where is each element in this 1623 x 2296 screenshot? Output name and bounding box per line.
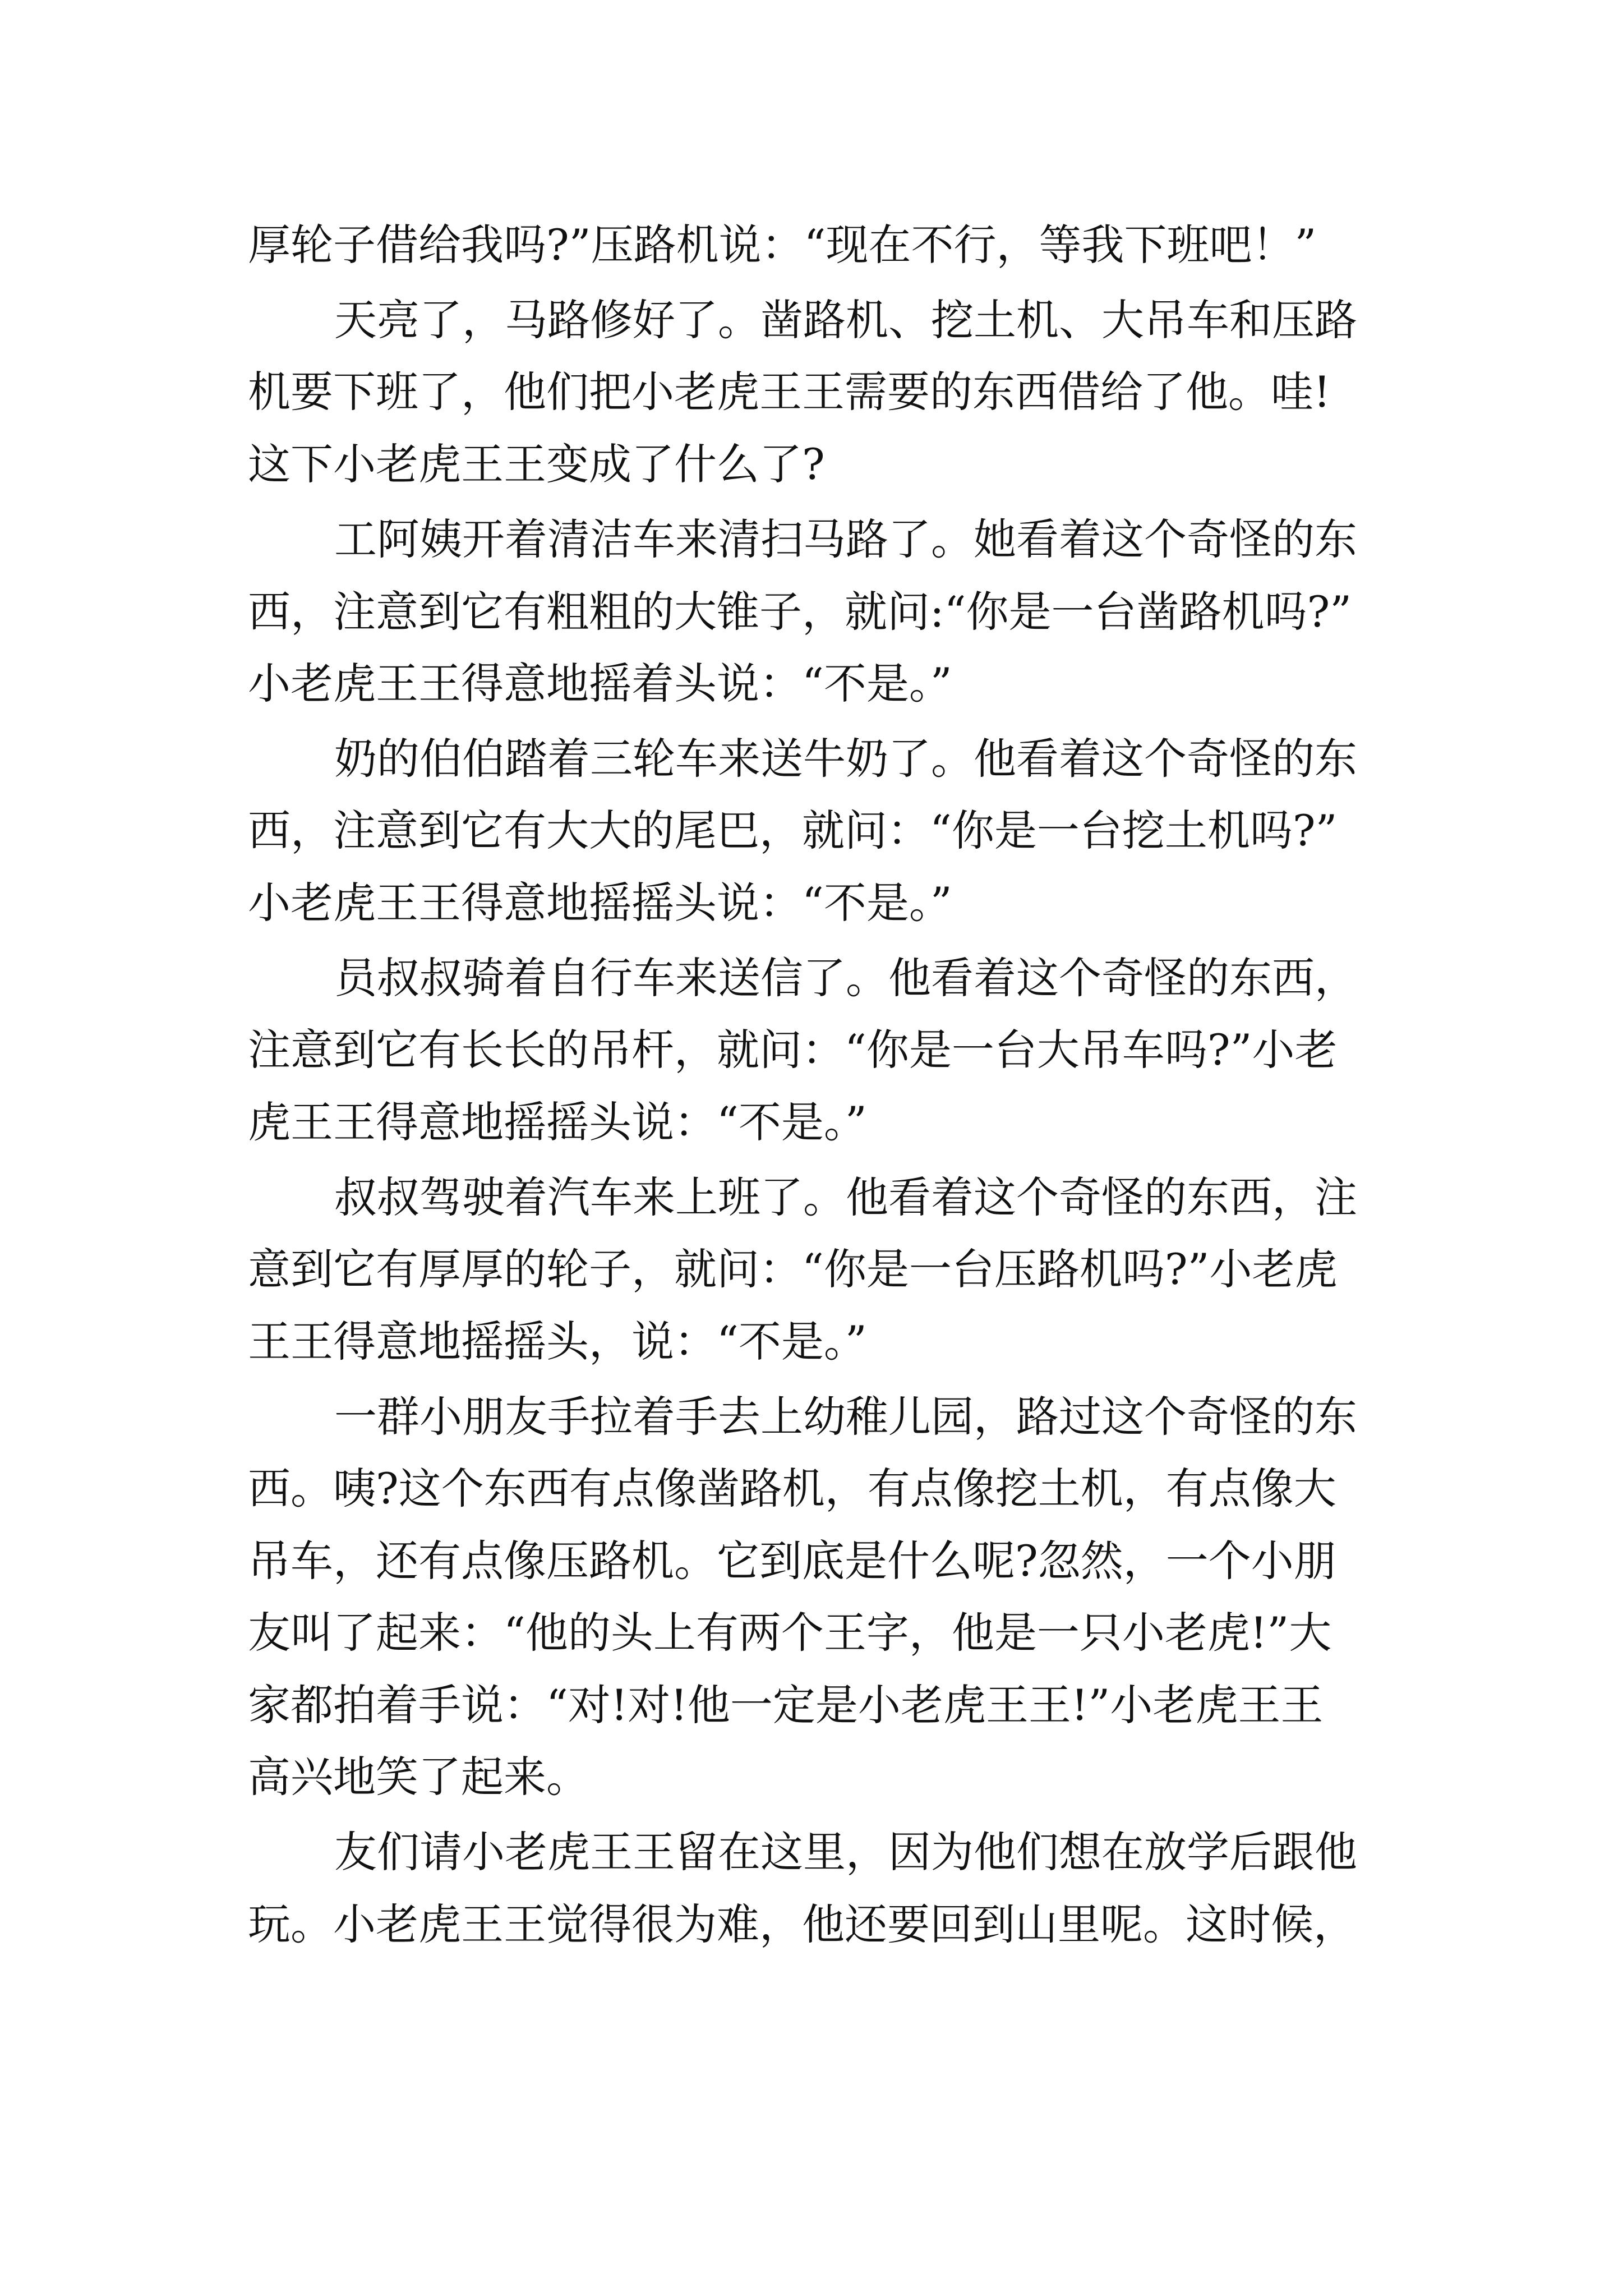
paragraph-start-line: 工阿姨开着清洁车来清扫马路了。她看着这个奇怪的东 bbox=[334, 514, 1357, 564]
text-line: 虎王王得意地摇摇头说：“不是。” bbox=[248, 1097, 867, 1147]
text-line: 王王得意地摇摇头，说：“不是。” bbox=[248, 1317, 867, 1366]
text-line: 西，注意到它有大大的尾巴，就问：“你是一台挖土机吗?” bbox=[248, 806, 1338, 855]
text-line: 友叫了起来：“他的头上有两个王字，他是一只小老虎!”大 bbox=[248, 1608, 1332, 1658]
text-line: 厚轮子借给我吗?”压路机说：“现在不行，等我下班吧！” bbox=[248, 220, 1317, 270]
text-line: 这下小老虎王王变成了什么了? bbox=[248, 439, 825, 489]
text-line: 小老虎王王得意地摇摇头说：“不是。” bbox=[248, 878, 952, 928]
paragraph-start-line: 奶的伯伯踏着三轮车来送牛奶了。他看着这个奇怪的东 bbox=[334, 734, 1357, 784]
text-line: 小老虎王王得意地摇着头说：“不是。” bbox=[248, 659, 952, 708]
text-line: 高兴地笑了起来。 bbox=[248, 1752, 589, 1802]
text-line: 注意到它有长长的吊杆，就问：“你是一台大吊车吗?”小老 bbox=[248, 1025, 1338, 1075]
paragraph-start-line: 叔叔驾驶着汽车来上班了。他看着这个奇怪的东西，注 bbox=[334, 1172, 1357, 1222]
paragraph-start-line: 一群小朋友手拉着手去上幼稚儿园，路过这个奇怪的东 bbox=[334, 1392, 1357, 1442]
paragraph-start-line: 友们请小老虎王王留在这里，因为他们想在放学后跟他 bbox=[334, 1827, 1357, 1877]
text-line: 西。咦?这个东西有点像凿路机，有点像挖土机，有点像大 bbox=[248, 1464, 1336, 1513]
paragraph-start-line: 员叔叔骑着自行车来送信了。他看着这个奇怪的东西， bbox=[334, 953, 1357, 1003]
text-line: 吊车，还有点像压路机。它到底是什么呢?忽然，一个小朋 bbox=[248, 1536, 1336, 1586]
text-line: 玩。小老虎王王觉得很为难，他还要回到山里呢。这时候， bbox=[248, 1899, 1356, 1949]
text-line: 西，注意到它有粗粗的大锥子，就问:“你是一台凿路机吗?” bbox=[248, 587, 1352, 637]
paragraph-start-line: 天亮了，马路修好了。凿路机、挖土机、大吊车和压路 bbox=[334, 295, 1357, 345]
text-line: 意到它有厚厚的轮子，就问：“你是一台压路机吗?”小老虎 bbox=[248, 1244, 1338, 1294]
text-line: 家都拍着手说：“对!对!他一定是小老虎王王!”小老虎王王 bbox=[248, 1680, 1324, 1730]
text-line: 机要下班了，他们把小老虎王王需要的东西借给了他。哇! bbox=[248, 367, 1331, 417]
